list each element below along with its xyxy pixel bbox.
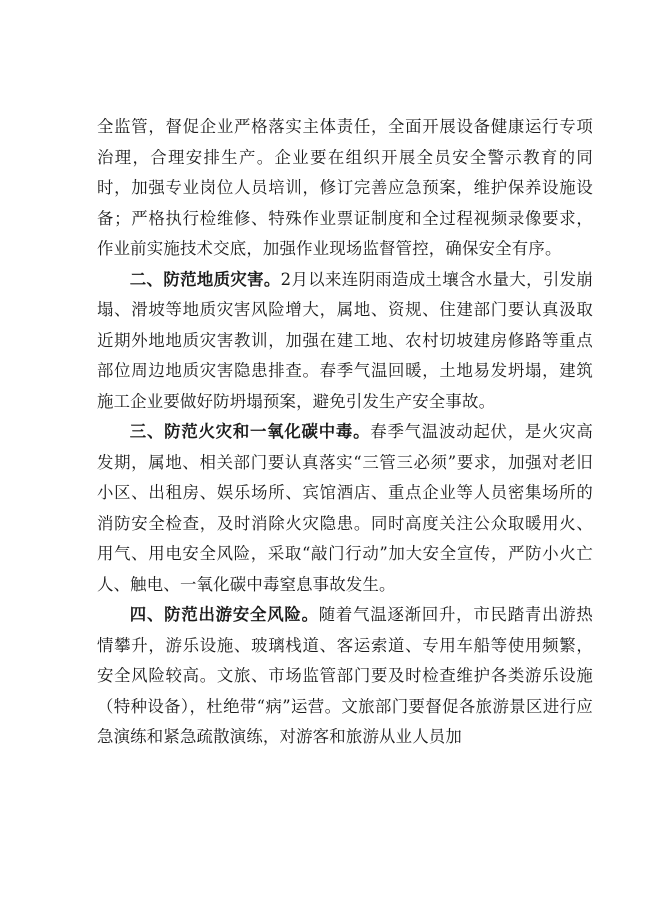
document-body — [97, 112, 593, 753]
paragraph-text: 全监管，督促企业严格落实主体责任，全面开展设备健康运行专项治理，合理安排生产。企业要在组织开展全员安全警示教育的同时，加强专业岗位人员培训，修订完善应急预案，维护保养设施设备；严格执行检维修、特殊作业票证制度和全过程视频录像要求，作业前实施技术交底，加强作业现场监督管控，确保安全有序。 — [97, 117, 593, 258]
paragraph-travel-safety — [97, 600, 593, 753]
paragraph-fire-co-poisoning — [97, 417, 593, 600]
section-heading: 四、防范出游安全风险。 — [129, 605, 319, 624]
section-heading: 三、防范火灾和一氧化碳中毒。 — [129, 422, 371, 441]
paragraph-text: 2月以来连阴雨造成土壤含水量大，引发崩塌、滑坡等地质灾害风险增大，属地、资规、住建部门要认真汲取近期外地地质灾害教训，加强在建工地、农村切坡建房修路等重点部位周边地质灾害隐患排查。春季气温回暖，土地易发坍塌，建筑施工企业要做好防坍塌预案，避免引发生产安全事故。 — [97, 269, 593, 411]
paragraph-continuation — [97, 112, 593, 265]
paragraph-geological-hazard — [97, 265, 593, 418]
section-heading: 二、防范地质灾害。 — [129, 269, 281, 289]
paragraph-text: 春季气温波动起伏，是火灾高发期，属地、相关部门要认真落实“三管三必须”要求，加强对老旧小区、出租房、娱乐场所、宾馆酒店、重点企业等人员密集场所的消防安全检查，及时消除火灾隐患。同时高度关注公众取暖用火、用气、用电安全风险，采取“敲门行动”加大安全宣传，严防小火亡人、触电、一氧化碳中毒窒息事故发生。 — [97, 422, 593, 594]
paragraph-text: 随着气温逐渐回升，市民踏青出游热情攀升，游乐设施、玻璃栈道、客运索道、专用车船等使用频繁，安全风险较高。文旅、市场监管部门要及时检查维护各类游乐设施（特种设备），杜绝带“病”运营。文旅部门要督促各旅游景区进行应急演练和紧急疏散演练，对游客和旅游从业人员加 — [97, 605, 593, 746]
